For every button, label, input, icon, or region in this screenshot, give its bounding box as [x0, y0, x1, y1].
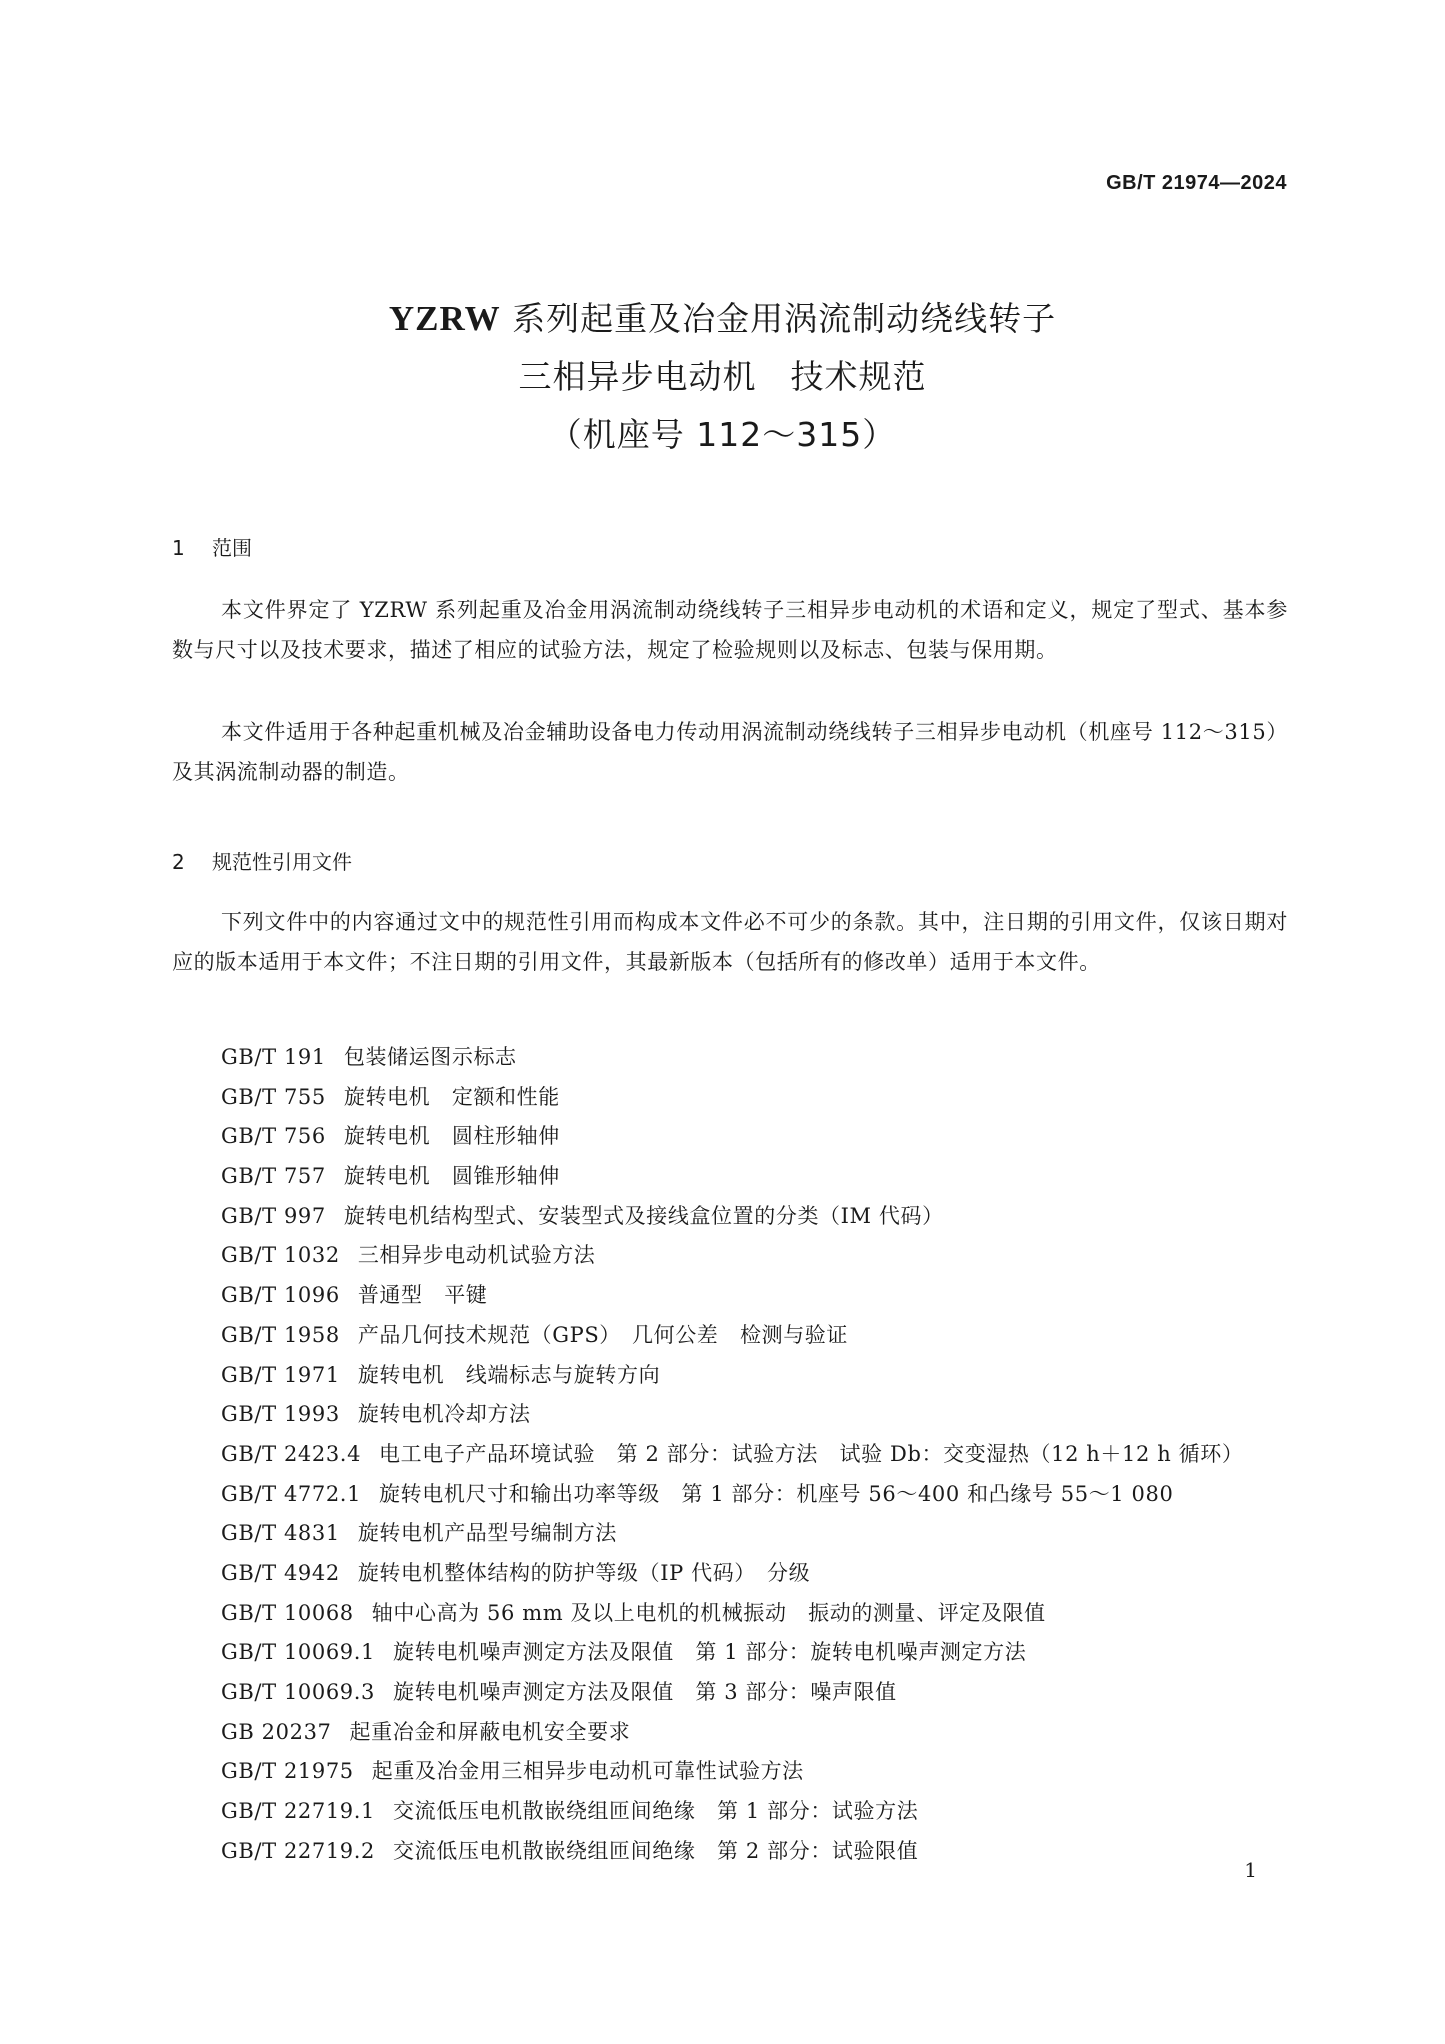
reference-title: 轴中心高为 56 mm 及以上电机的机械振动 振动的测量、评定及限值: [371, 1600, 1046, 1625]
reference-title: 旋转电机 线端标志与旋转方向: [357, 1362, 661, 1387]
title-line-1-text: 系列起重及冶金用涡流制动绕线转子: [500, 299, 1057, 338]
reference-title: 起重冶金和屏蔽电机安全要求: [349, 1719, 631, 1744]
reference-code: GB/T 10068: [221, 1600, 354, 1625]
section-number: 2: [172, 850, 185, 874]
reference-title: 交流低压电机散嵌绕组匝间绝缘 第 2 部分：试验限值: [393, 1838, 919, 1863]
reference-code: GB/T 756: [221, 1124, 326, 1149]
reference-item: [221, 1633, 1243, 1673]
reference-title: 旋转电机 定额和性能: [343, 1084, 560, 1109]
reference-code: GB/T 191: [221, 1045, 326, 1069]
reference-item: [221, 1197, 1243, 1237]
section-2-paragraph-1: 下列文件中的内容通过文中的规范性引用而构成本文件必不可少的条款。其中，注日期的引用文件，仅该日期对应的版本适用于本文件；不注日期的引用文件，其最新版本（包括所有的修改单）适用于本文件。: [172, 910, 1288, 974]
reference-item: [221, 1236, 1243, 1276]
reference-code: GB/T 1993: [221, 1402, 340, 1427]
reference-title: 旋转电机 圆锥形轴伸: [343, 1164, 560, 1189]
reference-title: 旋转电机冷却方法: [357, 1402, 531, 1427]
reference-code: GB/T 997: [221, 1203, 326, 1228]
reference-code: GB/T 22719.2: [221, 1838, 376, 1863]
reference-code: GB/T 10069.3: [221, 1680, 376, 1704]
reference-title: 交流低压电机散嵌绕组匝间绝缘 第 1 部分：试验方法: [393, 1799, 919, 1824]
title-series-code: YZRW: [388, 299, 501, 338]
section-title: 规范性引用文件: [212, 850, 352, 874]
document-title: [0, 290, 1445, 464]
reference-item: [221, 1713, 1243, 1753]
reference-title: 旋转电机噪声测定方法及限值 第 3 部分：噪声限值: [393, 1680, 897, 1704]
reference-title: 旋转电机产品型号编制方法: [357, 1521, 618, 1546]
reference-item: [221, 1752, 1243, 1792]
section-number: 1: [172, 536, 185, 560]
reference-code: GB/T 1971: [221, 1362, 340, 1387]
page-number: 1: [1244, 1858, 1257, 1882]
reference-title: 电工电子产品环境试验 第 2 部分：试验方法 试验 Db：交变湿热（12 h＋12 h 循环）: [379, 1441, 1244, 1466]
reference-title: 三相异步电动机试验方法: [357, 1243, 596, 1268]
reference-item: [221, 1435, 1243, 1475]
title-line-3: （机座号 112～315）: [548, 415, 897, 454]
reference-code: GB/T 4772.1: [221, 1481, 362, 1506]
reference-title: 包装储运图示标志: [343, 1045, 517, 1069]
reference-code: GB/T 1032: [221, 1243, 340, 1268]
reference-code: GB/T 10069.1: [221, 1640, 376, 1665]
reference-item: [221, 1316, 1243, 1356]
reference-item: [221, 1792, 1243, 1832]
reference-code: GB/T 4831: [221, 1521, 340, 1546]
reference-code: GB/T 757: [221, 1164, 326, 1189]
reference-code: GB/T 1096: [221, 1283, 340, 1308]
reference-code: GB/T 755: [221, 1084, 326, 1109]
reference-title: 产品几何技术规范（GPS） 几何公差 检测与验证: [357, 1322, 849, 1347]
reference-code: GB/T 22719.1: [221, 1799, 376, 1824]
normative-references-list: [221, 1038, 1243, 1871]
reference-title: 旋转电机尺寸和输出功率等级 第 1 部分：机座号 56～400 和凸缘号 55～1 080: [379, 1481, 1174, 1506]
reference-title: 旋转电机噪声测定方法及限值 第 1 部分：旋转电机噪声测定方法: [393, 1640, 1027, 1665]
reference-title: 起重及冶金用三相异步电动机可靠性试验方法: [371, 1759, 804, 1784]
reference-item: [221, 1157, 1243, 1197]
reference-title: 旋转电机结构型式、安装型式及接线盒位置的分类（IM 代码）: [343, 1203, 944, 1228]
reference-item: [221, 1594, 1243, 1634]
reference-item: [221, 1475, 1243, 1515]
reference-code: GB 20237: [221, 1719, 332, 1744]
section-1-paragraph-1: 本文件界定了 YZRW 系列起重及冶金用涡流制动绕线转子三相异步电动机的术语和定义，规定了型式、基本参数与尺寸以及技术要求，描述了相应的试验方法，规定了检验规则以及标志、包装与保用期。: [172, 598, 1288, 662]
reference-title: 普通型 平键: [357, 1283, 488, 1308]
reference-item: [221, 1832, 1243, 1872]
reference-item: [221, 1038, 1243, 1078]
reference-item: [221, 1514, 1243, 1554]
reference-code: GB/T 1958: [221, 1322, 340, 1347]
section-1-paragraph-2: 本文件适用于各种起重机械及冶金辅助设备电力传动用涡流制动绕线转子三相异步电动机（机座号 112～315）及其涡流制动器的制造。: [172, 720, 1288, 784]
reference-code: GB/T 2423.4: [221, 1441, 362, 1466]
reference-item: [221, 1117, 1243, 1157]
reference-title: 旋转电机整体结构的防护等级（IP 代码） 分级: [357, 1560, 811, 1585]
reference-title: 旋转电机 圆柱形轴伸: [343, 1124, 560, 1149]
reference-item: [221, 1395, 1243, 1435]
section-1-heading: [172, 532, 252, 561]
reference-code: GB/T 4942: [221, 1560, 340, 1585]
title-line-2: 三相异步电动机 技术规范: [518, 357, 927, 396]
document-code: GB/T 21974—2024: [1106, 172, 1287, 194]
reference-code: GB/T 21975: [221, 1759, 354, 1784]
reference-item: [221, 1673, 1243, 1713]
title-line-1: [0, 290, 1445, 348]
reference-item: [221, 1554, 1243, 1594]
reference-item: [221, 1078, 1243, 1118]
section-2-heading: [172, 846, 352, 875]
section-title: 范围: [212, 536, 252, 560]
reference-item: [221, 1356, 1243, 1396]
reference-item: [221, 1276, 1243, 1316]
